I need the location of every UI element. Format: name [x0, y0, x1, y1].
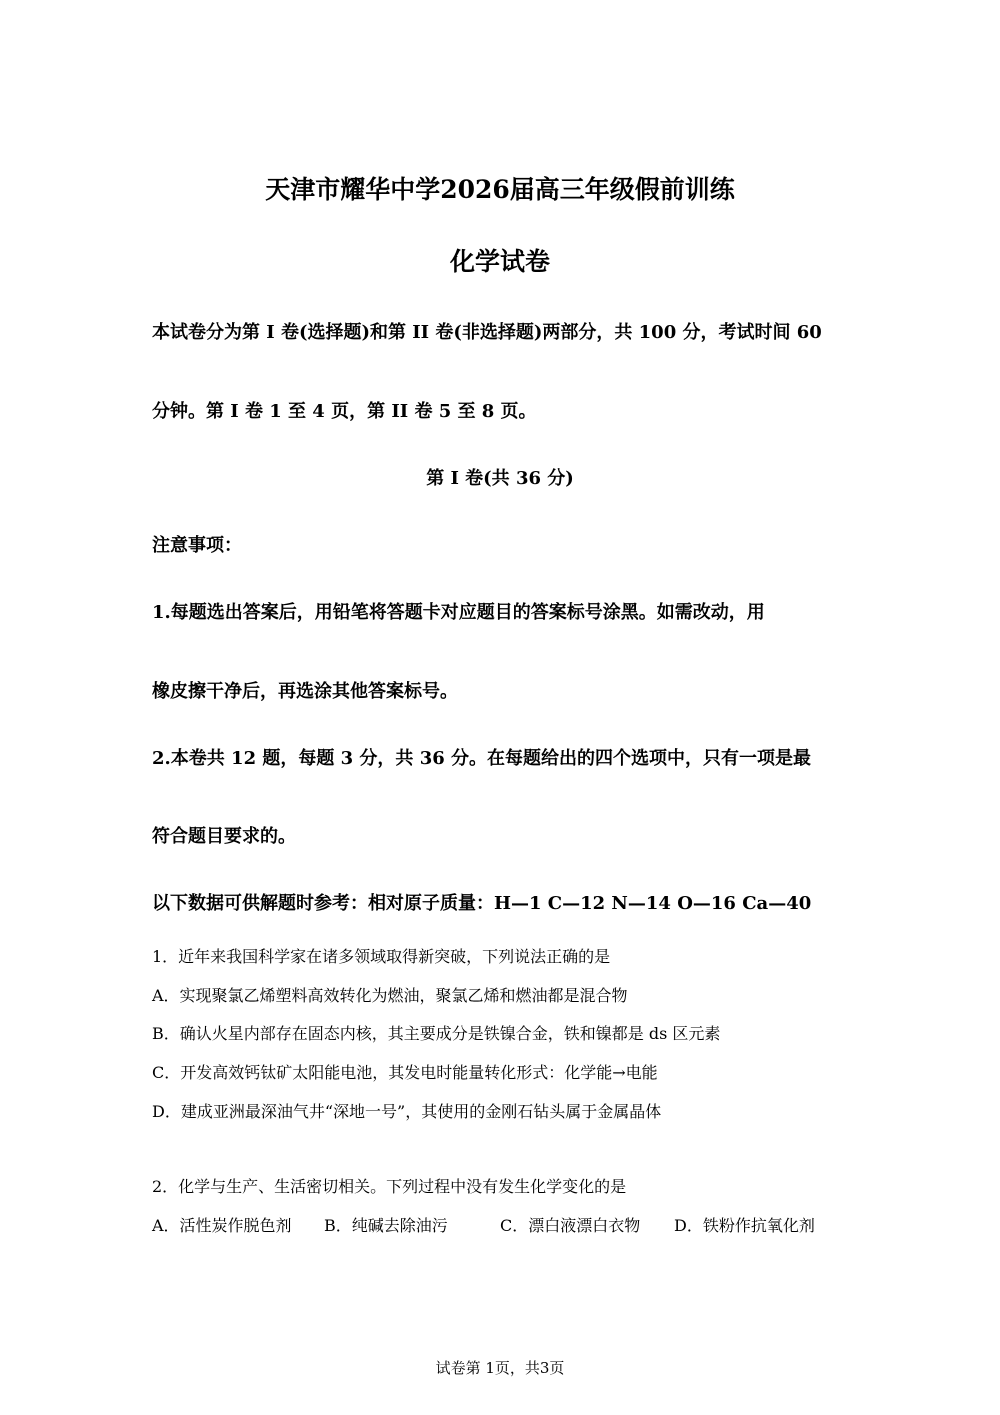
note-1-line-1: 1.每题选出答案后，用铅笔将答题卡对应题目的答案标号涂黑。如需改动，用	[152, 602, 765, 623]
note-2-line-1: 2.本卷共 12 题，每题 3 分，共 36 分。在每题给出的四个选项中，只有一项是最	[152, 748, 812, 769]
question-1-option-b: B．确认火星内部存在固态内核，其主要成分是铁镍合金，铁和镍都是 ds 区元素	[152, 1024, 721, 1043]
question-2-options	[152, 1213, 815, 1236]
intro-line-2: 分钟。第 I 卷 1 至 4 页，第 II 卷 5 至 8 页。	[152, 401, 537, 422]
question-2-option-c: C．漂白液漂白衣物	[500, 1216, 641, 1235]
question-1-stem: 1．近年来我国科学家在诸多领域取得新突破，下列说法正确的是	[152, 947, 611, 966]
question-1-option-a: A．实现聚氯乙烯塑料高效转化为燃油，聚氯乙烯和燃油都是混合物	[152, 986, 628, 1005]
part1-heading: 第 I 卷(共 36 分)	[426, 468, 574, 489]
question-2-option-d: D．铁粉作抗氧化剂	[674, 1216, 815, 1235]
page-footer: 试卷第 1页，共3页	[435, 1359, 565, 1377]
exam-title: 天津市耀华中学2026届高三年级假前训练	[265, 175, 735, 204]
question-1-option-c: C．开发高效钙钛矿太阳能电池，其发电时能量转化形式：化学能→电能	[152, 1063, 658, 1082]
note-2-line-2: 符合题目要求的。	[152, 826, 296, 847]
exam-subtitle: 化学试卷	[449, 247, 550, 276]
question-2-option-b: B．纯碱去除油污	[324, 1216, 448, 1235]
reference-masses: 以下数据可供解题时参考：相对原子质量：H—1 C—12 N—14 O—16 Ca—40	[152, 893, 812, 914]
intro-line-1: 本试卷分为第 I 卷(选择题)和第 II 卷(非选择题)两部分，共 100 分，考试时间 60	[152, 322, 822, 343]
notes-heading: 注意事项：	[152, 535, 242, 556]
question-1-option-d: D．建成亚洲最深油气井“深地一号”，其使用的金刚石钻头属于金属晶体	[152, 1102, 662, 1121]
question-2-option-a: A．活性炭作脱色剂	[152, 1216, 292, 1235]
question-2-stem: 2．化学与生产、生活密切相关。下列过程中没有发生化学变化的是	[152, 1177, 627, 1196]
note-1-line-2: 橡皮擦干净后，再选涂其他答案标号。	[152, 681, 458, 702]
